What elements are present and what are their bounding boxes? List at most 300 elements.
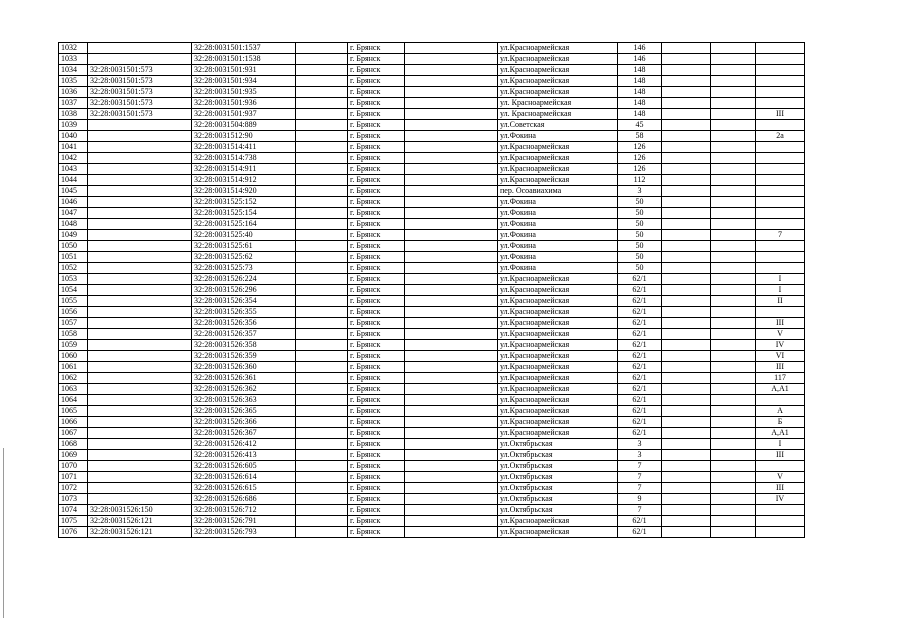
table-row [59,296,805,307]
empty-cell [296,120,348,131]
premises-literal: III [756,318,805,329]
empty-cell [296,142,348,153]
empty-cell [711,527,756,538]
cadastral-number: 32:28:0031526:614 [192,472,296,483]
table-row [59,252,805,263]
house-number: 62/1 [618,417,662,428]
empty-cell [405,516,498,527]
empty-cell [662,351,711,362]
empty-cell [405,109,498,120]
empty-cell [296,274,348,285]
parent-cadastral-number: 32:28:0031501:573 [88,76,192,87]
empty-cell [662,494,711,505]
house-number: 62/1 [618,307,662,318]
row-number: 1070 [59,461,88,472]
premises-literal [756,54,805,65]
parent-cadastral-number [88,230,192,241]
street: ул.Красноармейская [498,516,618,527]
house-number: 62/1 [618,329,662,340]
city: г. Брянск [348,197,405,208]
parent-cadastral-number [88,307,192,318]
premises-literal: Б [756,417,805,428]
cadastral-number: 32:28:0031526:686 [192,494,296,505]
city: г. Брянск [348,362,405,373]
premises-literal [756,153,805,164]
empty-cell [711,197,756,208]
empty-cell [711,450,756,461]
table-row [59,483,805,494]
house-number: 62/1 [618,395,662,406]
table-row [59,461,805,472]
premises-literal [756,461,805,472]
city: г. Брянск [348,527,405,538]
premises-literal [756,395,805,406]
empty-cell [296,516,348,527]
house-number: 50 [618,241,662,252]
table-row [59,54,805,65]
house-number: 146 [618,54,662,65]
empty-cell [405,65,498,76]
row-number: 1056 [59,307,88,318]
house-number: 148 [618,87,662,98]
empty-cell [711,109,756,120]
empty-cell [405,153,498,164]
street: ул.Красноармейская [498,384,618,395]
empty-cell [296,307,348,318]
premises-literal: V [756,472,805,483]
row-number: 1042 [59,153,88,164]
house-number: 62/1 [618,362,662,373]
cadastral-number: 32:28:0031501:935 [192,87,296,98]
empty-cell [662,527,711,538]
street: ул.Фокина [498,197,618,208]
parent-cadastral-number [88,186,192,197]
house-number: 62/1 [618,285,662,296]
empty-cell [662,142,711,153]
empty-cell [662,439,711,450]
empty-cell [662,483,711,494]
empty-cell [711,483,756,494]
empty-cell [296,87,348,98]
empty-cell [662,340,711,351]
empty-cell [296,527,348,538]
empty-cell [296,340,348,351]
cadastral-number: 32:28:0031526:360 [192,362,296,373]
empty-cell [711,186,756,197]
empty-cell [296,417,348,428]
street: ул.Октябрьская [498,461,618,472]
empty-cell [662,175,711,186]
house-number: 50 [618,219,662,230]
empty-cell [405,450,498,461]
empty-cell [405,120,498,131]
row-number: 1053 [59,274,88,285]
table-row [59,340,805,351]
empty-cell [662,395,711,406]
row-number: 1048 [59,219,88,230]
empty-cell [296,186,348,197]
empty-cell [296,76,348,87]
empty-cell [296,406,348,417]
empty-cell [296,351,348,362]
cadastral-number: 32:28:0031501:937 [192,109,296,120]
city: г. Брянск [348,373,405,384]
street: ул.Красноармейская [498,318,618,329]
house-number: 62/1 [618,428,662,439]
cadastral-number: 32:28:0031526:359 [192,351,296,362]
empty-cell [662,109,711,120]
house-number: 7 [618,461,662,472]
row-number: 1038 [59,109,88,120]
table-row [59,285,805,296]
cadastral-number: 32:28:0031525:62 [192,252,296,263]
empty-cell [662,131,711,142]
empty-cell [662,219,711,230]
street: ул.Красноармейская [498,175,618,186]
empty-cell [296,252,348,263]
premises-literal [756,65,805,76]
empty-cell [405,164,498,175]
empty-cell [711,395,756,406]
street: ул.Октябрьская [498,450,618,461]
empty-cell [662,186,711,197]
table-row [59,186,805,197]
cadastral-number: 32:28:0031525:73 [192,263,296,274]
cadastral-number: 32:28:0031504:889 [192,120,296,131]
table-row [59,98,805,109]
street: ул.Красноармейская [498,527,618,538]
cadastral-number: 32:28:0031512:90 [192,131,296,142]
cadastral-number: 32:28:0031526:365 [192,406,296,417]
empty-cell [296,109,348,120]
table-row [59,274,805,285]
row-number: 1052 [59,263,88,274]
house-number: 7 [618,505,662,516]
street: ул.Красноармейская [498,142,618,153]
empty-cell [711,252,756,263]
house-number: 148 [618,76,662,87]
street: ул.Красноармейская [498,395,618,406]
empty-cell [711,230,756,241]
street: ул.Октябрьская [498,472,618,483]
city: г. Брянск [348,395,405,406]
empty-cell [296,428,348,439]
empty-cell [711,274,756,285]
row-number: 1040 [59,131,88,142]
table-row [59,439,805,450]
row-number: 1054 [59,285,88,296]
empty-cell [662,472,711,483]
premises-literal [756,43,805,54]
premises-literal [756,252,805,263]
empty-cell [662,373,711,384]
empty-cell [662,241,711,252]
cadastral-number: 32:28:0031514:911 [192,164,296,175]
street: ул.Красноармейская [498,76,618,87]
empty-cell [296,450,348,461]
empty-cell [296,461,348,472]
cadastral-number: 32:28:0031525:152 [192,197,296,208]
row-number: 1049 [59,230,88,241]
empty-cell [405,406,498,417]
city: г. Брянск [348,120,405,131]
empty-cell [405,362,498,373]
empty-cell [296,153,348,164]
street: ул.Фокина [498,219,618,230]
empty-cell [296,329,348,340]
empty-cell [405,439,498,450]
street: пер. Осоавиахима [498,186,618,197]
parent-cadastral-number [88,241,192,252]
city: г. Брянск [348,516,405,527]
row-number: 1072 [59,483,88,494]
empty-cell [711,318,756,329]
empty-cell [405,197,498,208]
parent-cadastral-number [88,296,192,307]
cadastral-number: 32:28:0031526:355 [192,307,296,318]
cadastral-number: 32:28:0031526:791 [192,516,296,527]
cadastral-number: 32:28:0031526:358 [192,340,296,351]
house-number: 112 [618,175,662,186]
empty-cell [296,439,348,450]
premises-literal: А,А1 [756,428,805,439]
cadastral-number: 32:28:0031514:920 [192,186,296,197]
cadastral-number: 32:28:0031526:356 [192,318,296,329]
empty-cell [711,98,756,109]
table-row [59,351,805,362]
street: ул.Октябрьская [498,439,618,450]
parent-cadastral-number [88,54,192,65]
row-number: 1060 [59,351,88,362]
row-number: 1068 [59,439,88,450]
premises-literal: VI [756,351,805,362]
street: ул.Фокина [498,263,618,274]
empty-cell [662,384,711,395]
house-number: 50 [618,252,662,263]
empty-cell [296,362,348,373]
empty-cell [662,208,711,219]
house-number: 62/1 [618,296,662,307]
empty-cell [405,307,498,318]
parent-cadastral-number [88,142,192,153]
row-number: 1047 [59,208,88,219]
empty-cell [405,175,498,186]
parent-cadastral-number [88,351,192,362]
table-row [59,109,805,120]
city: г. Брянск [348,472,405,483]
empty-cell [405,263,498,274]
parent-cadastral-number [88,472,192,483]
table-body [59,43,805,538]
street: ул.Фокина [498,208,618,219]
cadastral-number: 32:28:0031526:712 [192,505,296,516]
empty-cell [711,87,756,98]
empty-cell [711,241,756,252]
empty-cell [296,175,348,186]
empty-cell [405,329,498,340]
cadastral-number: 32:28:0031526:362 [192,384,296,395]
street: ул.Октябрьская [498,505,618,516]
city: г. Брянск [348,186,405,197]
parent-cadastral-number [88,285,192,296]
cadastral-number: 32:28:0031526:605 [192,461,296,472]
parent-cadastral-number [88,208,192,219]
row-number: 1034 [59,65,88,76]
row-number: 1055 [59,296,88,307]
empty-cell [405,494,498,505]
empty-cell [405,428,498,439]
row-number: 1035 [59,76,88,87]
street: ул.Красноармейская [498,65,618,76]
table-row [59,450,805,461]
parent-cadastral-number [88,461,192,472]
empty-cell [405,373,498,384]
empty-cell [662,65,711,76]
street: ул.Фокина [498,241,618,252]
city: г. Брянск [348,439,405,450]
premises-literal: А [756,406,805,417]
city: г. Брянск [348,241,405,252]
empty-cell [405,219,498,230]
street: ул.Октябрьская [498,494,618,505]
empty-cell [662,87,711,98]
city: г. Брянск [348,340,405,351]
empty-cell [296,263,348,274]
city: г. Брянск [348,494,405,505]
parent-cadastral-number: 32:28:0031501:573 [88,65,192,76]
cadastral-number: 32:28:0031526:413 [192,450,296,461]
premises-literal [756,142,805,153]
empty-cell [711,285,756,296]
street: ул.Красноармейская [498,54,618,65]
table-row [59,76,805,87]
empty-cell [662,417,711,428]
city: г. Брянск [348,109,405,120]
empty-cell [405,87,498,98]
row-number: 1064 [59,395,88,406]
premises-literal: III [756,450,805,461]
cadastral-number: 32:28:0031525:164 [192,219,296,230]
premises-literal: А,А1 [756,384,805,395]
row-number: 1074 [59,505,88,516]
empty-cell [711,472,756,483]
city: г. Брянск [348,65,405,76]
cadastral-number: 32:28:0031526:412 [192,439,296,450]
empty-cell [662,230,711,241]
table-row [59,373,805,384]
table-row [59,153,805,164]
empty-cell [405,142,498,153]
empty-cell [662,285,711,296]
row-number: 1046 [59,197,88,208]
empty-cell [662,263,711,274]
empty-cell [711,494,756,505]
premises-literal [756,219,805,230]
empty-cell [296,505,348,516]
city: г. Брянск [348,263,405,274]
premises-literal [756,505,805,516]
empty-cell [662,318,711,329]
cadastral-number: 32:28:0031525:154 [192,208,296,219]
house-number: 3 [618,186,662,197]
empty-cell [296,54,348,65]
cadastral-number: 32:28:0031526:793 [192,527,296,538]
empty-cell [711,296,756,307]
premises-literal: I [756,439,805,450]
empty-cell [405,186,498,197]
row-number: 1071 [59,472,88,483]
empty-cell [296,395,348,406]
empty-cell [405,483,498,494]
parent-cadastral-number [88,274,192,285]
empty-cell [711,43,756,54]
premises-literal: IV [756,340,805,351]
empty-cell [296,285,348,296]
house-number: 62/1 [618,527,662,538]
street: ул.Красноармейская [498,274,618,285]
parent-cadastral-number [88,175,192,186]
house-number: 62/1 [618,516,662,527]
row-number: 1062 [59,373,88,384]
empty-cell [662,461,711,472]
cadastral-number: 32:28:0031526:366 [192,417,296,428]
empty-cell [296,472,348,483]
premises-literal [756,98,805,109]
empty-cell [405,461,498,472]
table-row [59,164,805,175]
street: ул.Красноармейская [498,362,618,373]
row-number: 1041 [59,142,88,153]
row-number: 1032 [59,43,88,54]
parent-cadastral-number: 32:28:0031526:121 [88,527,192,538]
table-row [59,505,805,516]
row-number: 1075 [59,516,88,527]
empty-cell [296,318,348,329]
parent-cadastral-number [88,384,192,395]
table-row [59,406,805,417]
empty-cell [405,252,498,263]
empty-cell [662,329,711,340]
empty-cell [711,54,756,65]
cadastral-number: 32:28:0031501:936 [192,98,296,109]
premises-literal [756,175,805,186]
empty-cell [405,318,498,329]
house-number: 62/1 [618,274,662,285]
empty-cell [662,274,711,285]
empty-cell [711,219,756,230]
table-row [59,65,805,76]
house-number: 126 [618,142,662,153]
street: ул.Красноармейская [498,406,618,417]
row-number: 1066 [59,417,88,428]
city: г. Брянск [348,285,405,296]
street: ул.Красноармейская [498,373,618,384]
house-number: 3 [618,450,662,461]
house-number: 62/1 [618,373,662,384]
city: г. Брянск [348,274,405,285]
parent-cadastral-number [88,263,192,274]
street: ул. Красноармейская [498,109,618,120]
house-number: 50 [618,208,662,219]
empty-cell [711,175,756,186]
row-number: 1059 [59,340,88,351]
house-number: 148 [618,109,662,120]
house-number: 62/1 [618,351,662,362]
empty-cell [711,131,756,142]
empty-cell [296,373,348,384]
premises-literal [756,263,805,274]
empty-cell [662,43,711,54]
